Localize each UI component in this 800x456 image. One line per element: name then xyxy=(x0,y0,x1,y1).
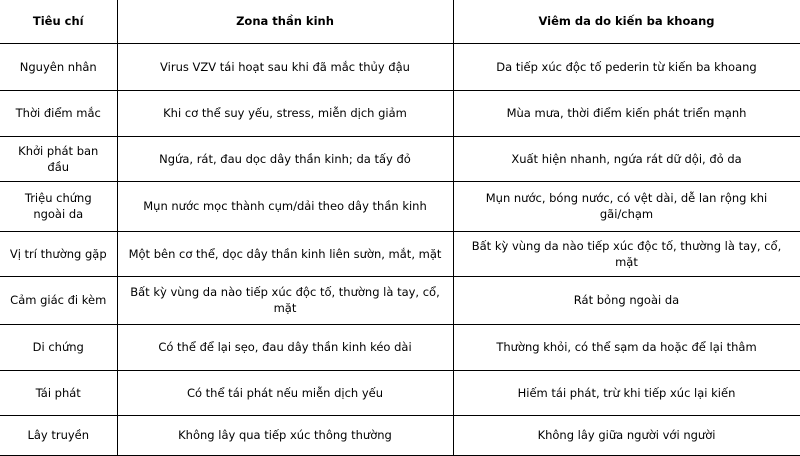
paederus-cell: Rát bỏng ngoài da xyxy=(453,276,800,324)
header-shingles: Zona thần kinh xyxy=(117,0,453,43)
paederus-cell: Không lây giữa người với người xyxy=(453,415,800,455)
table-row xyxy=(0,181,800,231)
row-criteria-cell: Nguyên nhân xyxy=(0,43,117,90)
table-header-row xyxy=(0,0,800,43)
shingles-cell: Mụn nước mọc thành cụm/dải theo dây thần kinh xyxy=(117,181,453,231)
row-criteria-cell: Tái phát xyxy=(0,370,117,415)
shingles-cell: Ngứa, rát, đau dọc dây thần kinh; da tấy đỏ xyxy=(117,136,453,181)
shingles-cell: Virus VZV tái hoạt sau khi đã mắc thủy đậu xyxy=(117,43,453,90)
header-paederus-dermatitis: Viêm da do kiến ba khoang xyxy=(453,0,800,43)
shingles-cell: Một bên cơ thể, dọc dây thần kinh liên sườn, mắt, mặt xyxy=(117,231,453,276)
row-criteria-cell: Di chứng xyxy=(0,324,117,370)
paederus-cell: Xuất hiện nhanh, ngứa rát dữ dội, đỏ da xyxy=(453,136,800,181)
table-row xyxy=(0,370,800,415)
shingles-cell: Khi cơ thể suy yếu, stress, miễn dịch giảm xyxy=(117,90,453,136)
table-row xyxy=(0,324,800,370)
paederus-cell: Da tiếp xúc độc tố pederin từ kiến ba khoang xyxy=(453,43,800,90)
shingles-cell: Có thể tái phát nếu miễn dịch yếu xyxy=(117,370,453,415)
table-row xyxy=(0,231,800,276)
row-criteria-cell: Khởi phát ban đầu xyxy=(0,136,117,181)
paederus-cell: Bất kỳ vùng da nào tiếp xúc độc tố, thường là tay, cổ, mặt xyxy=(453,231,800,276)
table-row xyxy=(0,43,800,90)
row-criteria-cell: Thời điểm mắc xyxy=(0,90,117,136)
row-criteria-cell: Triệu chứng ngoài da xyxy=(0,181,117,231)
row-criteria-cell: Lây truyền xyxy=(0,415,117,455)
paederus-cell: Hiếm tái phát, trừ khi tiếp xúc lại kiến xyxy=(453,370,800,415)
shingles-cell: Bất kỳ vùng da nào tiếp xúc độc tố, thường là tay, cổ, mặt xyxy=(117,276,453,324)
shingles-cell: Không lây qua tiếp xúc thông thường xyxy=(117,415,453,455)
paederus-cell: Mụn nước, bóng nước, có vệt dài, dễ lan rộng khi gãi/chạm xyxy=(453,181,800,231)
row-criteria-cell: Vị trí thường gặp xyxy=(0,231,117,276)
table-row xyxy=(0,90,800,136)
table-row xyxy=(0,276,800,324)
table-row xyxy=(0,136,800,181)
header-criteria: Tiêu chí xyxy=(0,0,117,43)
shingles-cell: Có thể để lại sẹo, đau dây thần kinh kéo dài xyxy=(117,324,453,370)
table-row xyxy=(0,415,800,455)
paederus-cell: Mùa mưa, thời điểm kiến phát triển mạnh xyxy=(453,90,800,136)
row-criteria-cell: Cảm giác đi kèm xyxy=(0,276,117,324)
paederus-cell: Thường khỏi, có thể sạm da hoặc để lại thâm xyxy=(453,324,800,370)
